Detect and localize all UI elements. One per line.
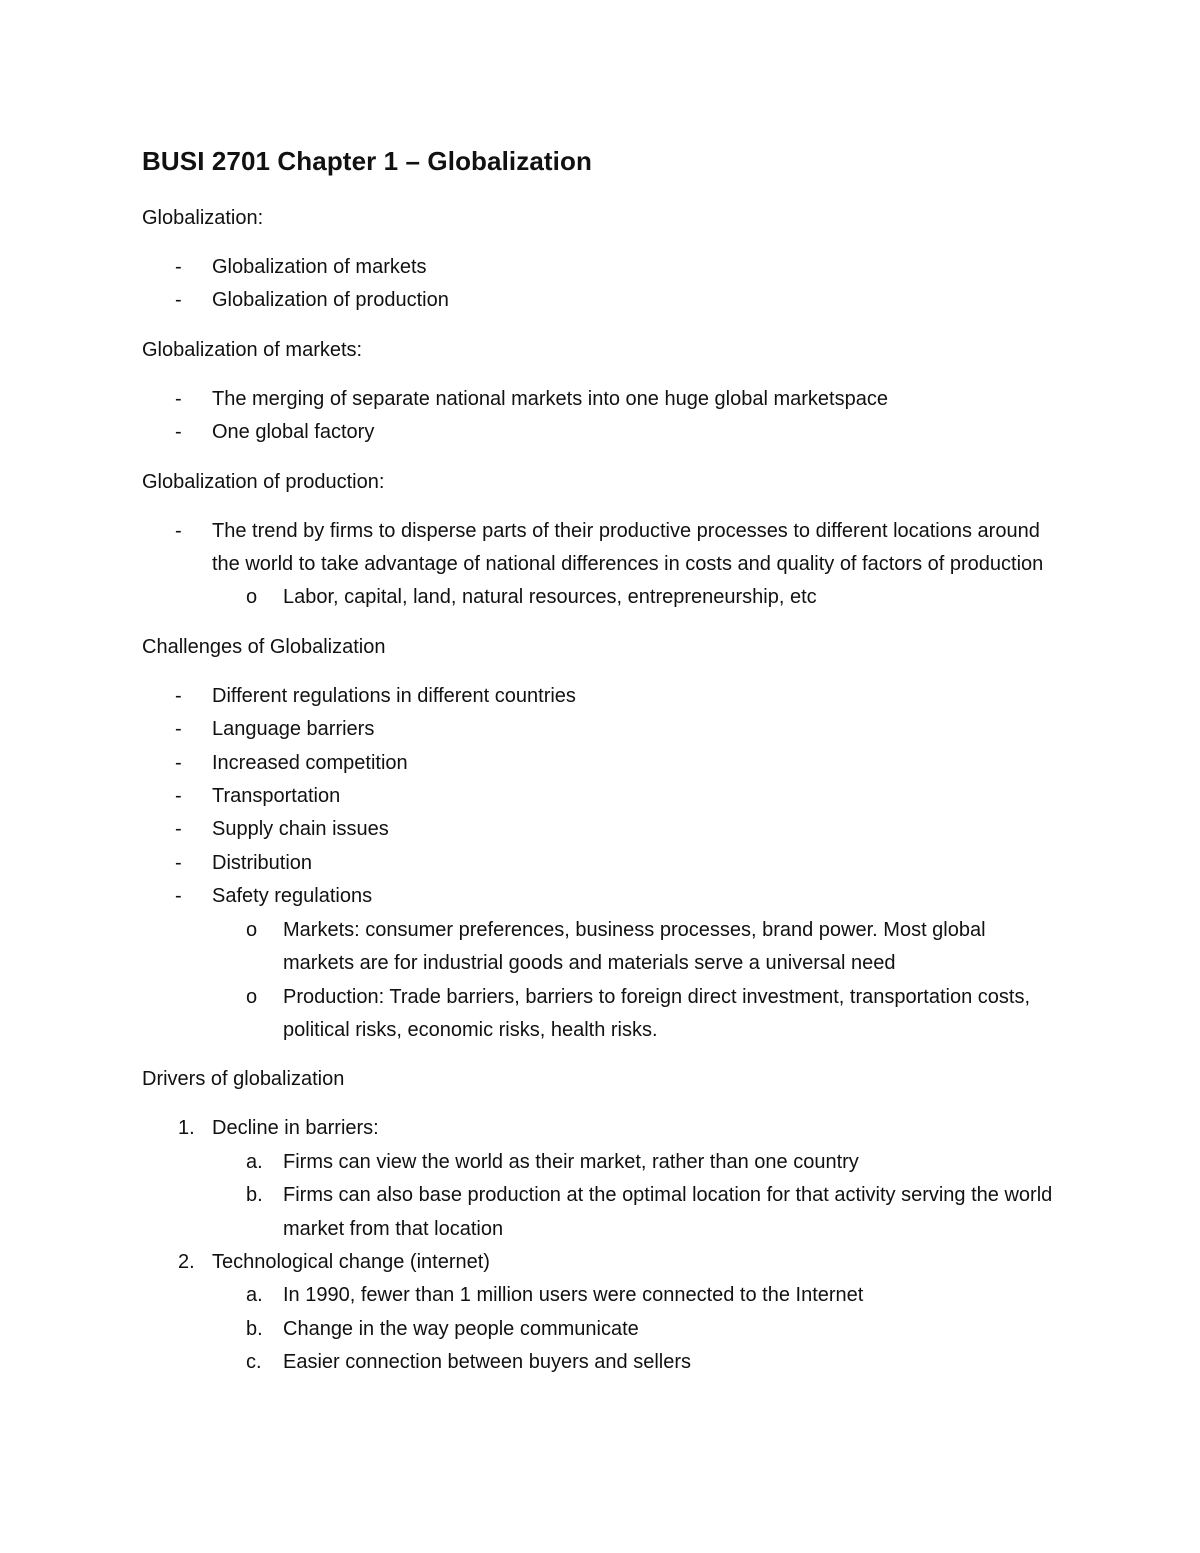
list-item-text: One global factory (212, 421, 375, 444)
list-item (142, 680, 1062, 713)
list-item (142, 813, 1062, 846)
section (142, 466, 1062, 615)
bullet-list (142, 383, 1062, 450)
list-item-text: Decline in barriers: (212, 1117, 379, 1140)
list-item (142, 780, 1062, 813)
sections-container (142, 202, 1062, 1380)
section-heading: Drivers of globalization (142, 1068, 345, 1091)
list-item-text: Different regulations in different countries (212, 684, 576, 707)
list-marker: - (175, 785, 182, 808)
list-item (142, 383, 1062, 416)
sub-list-item (212, 1313, 1062, 1346)
sub-list (212, 581, 1062, 614)
sub-list-marker: b. (246, 1317, 263, 1340)
sub-list-marker: o (246, 918, 258, 941)
section-heading: Globalization of production: (142, 470, 385, 493)
sub-list-item-text: Markets: consumer preferences, business processes, brand power. Most global markets are for industrial goods and materials serve a universal need (283, 918, 986, 975)
sub-list-item-text: Easier connection between buyers and sellers (283, 1351, 692, 1374)
sub-list-marker: b. (246, 1184, 263, 1207)
sub-list-item-text: Firms can also base production at the optimal location for that activity serving the world market from that location (283, 1184, 1053, 1240)
sub-list-item (212, 1146, 1062, 1179)
section (142, 631, 1062, 1047)
sub-list (212, 1279, 1062, 1379)
list-item (142, 847, 1062, 880)
list-marker: - (175, 818, 182, 841)
list-item (142, 713, 1062, 746)
list-marker: - (175, 851, 182, 874)
list-item-text: Safety regulations (212, 885, 373, 908)
list-item (142, 515, 1062, 615)
sub-list-item (212, 1179, 1062, 1246)
list-marker: - (175, 256, 182, 278)
sub-list-item-text: Production: Trade barriers, barriers to foreign direct investment, transportation costs, political risks, economic risks, health risks. (283, 985, 1031, 1041)
list-marker: 2. (178, 1250, 195, 1273)
list-item (142, 1246, 1062, 1380)
section (142, 334, 1062, 450)
list-item-text: Transportation (212, 785, 341, 808)
list-item (142, 416, 1062, 449)
sub-list-marker: o (246, 586, 258, 609)
sub-list-item-text: Firms can view the world as their market, rather than one country (283, 1150, 859, 1173)
sub-list (212, 1146, 1062, 1246)
section-heading: Globalization of markets: (142, 338, 363, 361)
list-marker: - (175, 519, 182, 542)
sub-list-item-text: Change in the way people communicate (283, 1317, 639, 1340)
list-item (142, 1112, 1062, 1246)
sub-list-item-text: In 1990, fewer than 1 million users were connected to the Internet (283, 1284, 864, 1307)
bullet-list (142, 515, 1062, 615)
sub-list-item (212, 1346, 1062, 1379)
list-item (142, 880, 1062, 1047)
list-item-text: The merging of separate national markets into one huge global marketspace (212, 387, 888, 410)
list-marker: - (175, 751, 182, 774)
sub-list-marker: o (246, 985, 258, 1008)
section-heading: Challenges of Globalization (142, 635, 386, 658)
list-marker: - (175, 718, 182, 741)
list-marker: 1. (178, 1117, 195, 1140)
list-marker: - (175, 421, 182, 444)
list-item-text: Technological change (internet) (212, 1250, 490, 1273)
section (142, 202, 1062, 318)
sub-list (212, 914, 1062, 1048)
list-item-text: Language barriers (212, 718, 375, 741)
bullet-list (142, 251, 1062, 318)
list-item-text: Globalization of markets (212, 256, 427, 278)
list-marker: - (175, 289, 182, 312)
document-body (142, 140, 1062, 1396)
list-item (142, 251, 1062, 284)
list-item (142, 284, 1062, 317)
sub-list-item (212, 914, 1062, 981)
bullet-list (142, 1112, 1062, 1379)
list-item-text: Supply chain issues (212, 818, 389, 841)
list-marker: - (175, 885, 182, 908)
list-item-text: Distribution (212, 851, 313, 874)
list-item (142, 747, 1062, 780)
list-item-text: Globalization of production (212, 289, 449, 312)
sub-list-marker: c. (246, 1351, 262, 1374)
document-title: BUSI 2701 Chapter 1 – Globalization (142, 146, 592, 176)
sub-list-item (212, 1279, 1062, 1312)
section-heading: Globalization: (142, 207, 264, 229)
list-marker: - (175, 387, 182, 410)
sub-list-item (212, 581, 1062, 614)
list-marker: - (175, 684, 182, 707)
list-item-text: Increased competition (212, 751, 408, 774)
section (142, 1063, 1062, 1379)
sub-list-marker: a. (246, 1150, 263, 1173)
sub-list-marker: a. (246, 1284, 263, 1307)
sub-list-item (212, 981, 1062, 1048)
list-item-text: The trend by firms to disperse parts of their productive processes to different locations around the world to take advantage of national differences in costs and quality of factors of production (212, 519, 1044, 576)
sub-list-item-text: Labor, capital, land, natural resources, entrepreneurship, etc (283, 586, 817, 609)
bullet-list (142, 680, 1062, 1047)
